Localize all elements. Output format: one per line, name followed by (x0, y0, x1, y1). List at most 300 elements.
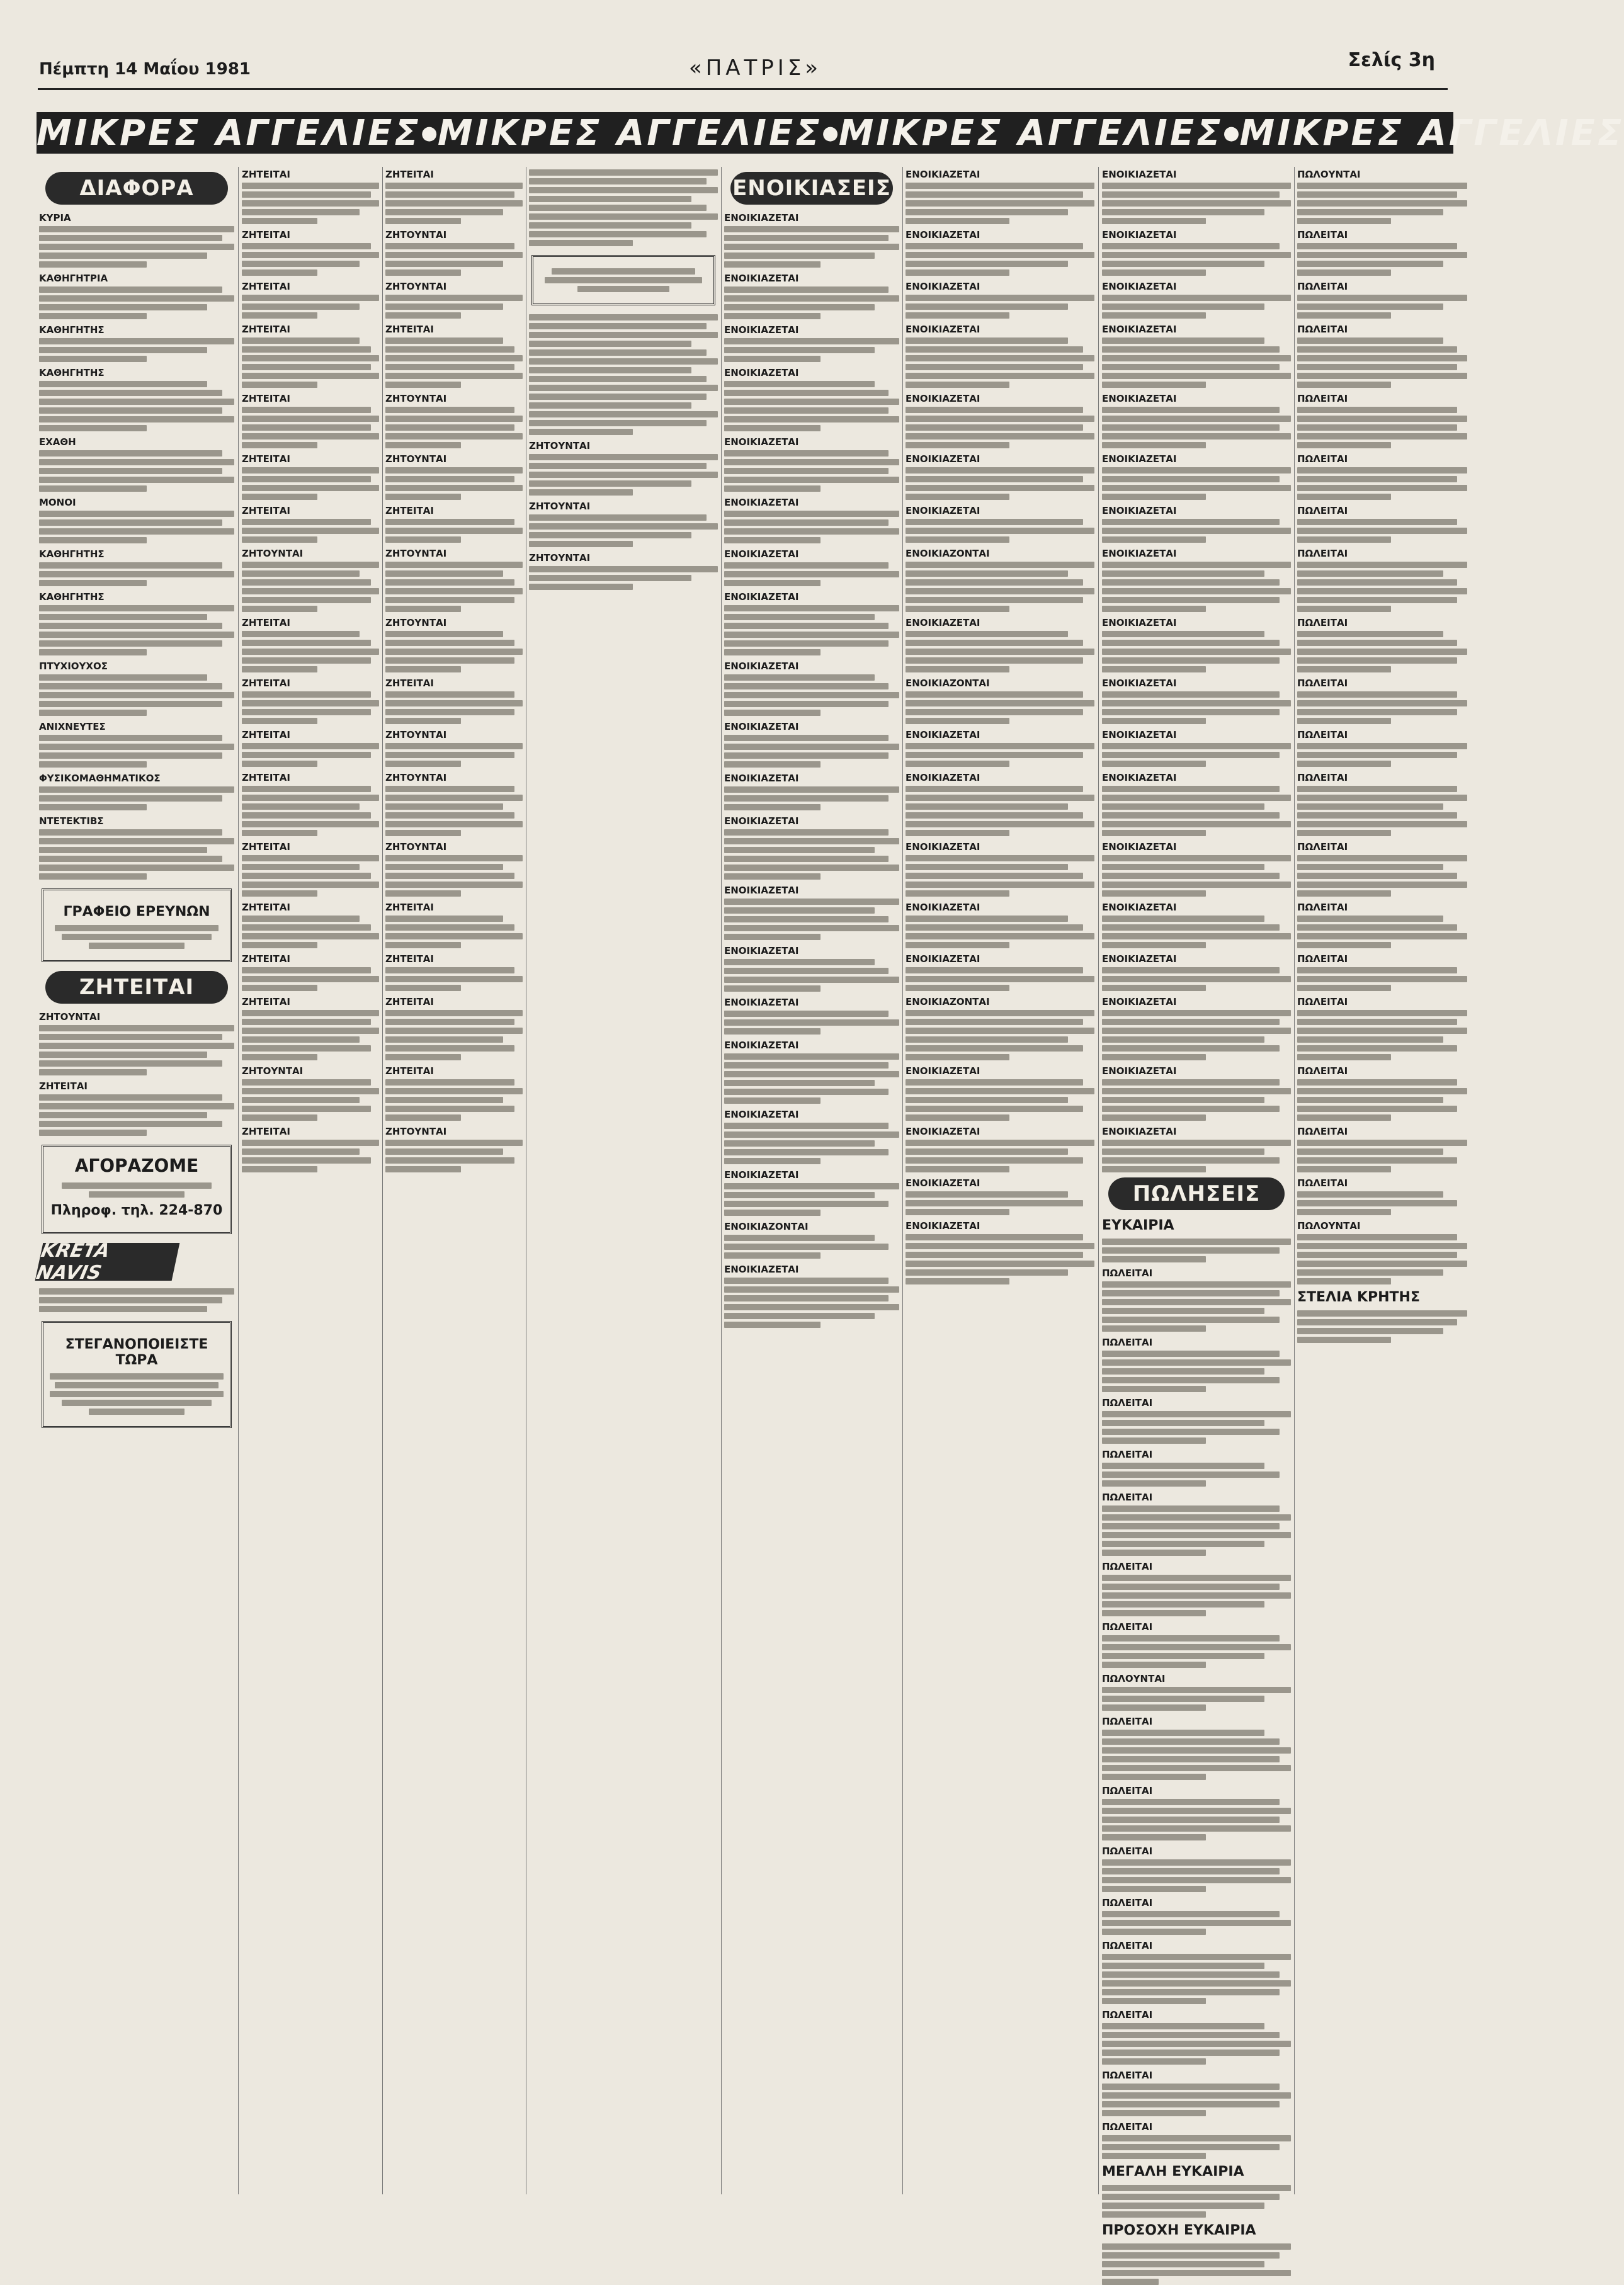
text-line-placeholder (242, 269, 317, 276)
text-line-placeholder (1102, 976, 1291, 982)
text-line-placeholder (529, 472, 718, 478)
classified-ad (242, 548, 379, 612)
text-line-placeholder (242, 407, 371, 413)
text-line-placeholder (1297, 218, 1391, 224)
ad-keyword: ΕΝΟΙΚΙΑΖΕΤΑΙ (724, 773, 799, 784)
text-line-placeholder (242, 743, 379, 749)
text-line-placeholder (242, 442, 317, 448)
text-line-placeholder (1297, 761, 1391, 767)
text-line-placeholder (1297, 1079, 1457, 1086)
text-line-placeholder (724, 856, 889, 862)
text-line-placeholder (39, 313, 147, 319)
classified-ad (529, 440, 718, 496)
text-line-placeholder (1297, 691, 1457, 698)
text-line-placeholder (906, 1261, 1094, 1267)
text-line-placeholder (1102, 1998, 1206, 2004)
text-line-placeholder (906, 1114, 1009, 1121)
text-line-placeholder (724, 692, 899, 698)
text-line-placeholder (1102, 1730, 1264, 1736)
text-line-placeholder (1102, 1114, 1206, 1121)
text-line-placeholder (39, 804, 147, 810)
text-line-placeholder (242, 967, 371, 973)
text-line-placeholder (906, 691, 1083, 698)
text-line-placeholder (385, 855, 523, 861)
text-line-placeholder (1297, 821, 1467, 827)
classified-ad (724, 436, 899, 492)
ad-keyword: ΕΝΟΙΚΙΑΖΕΤΑΙ (906, 229, 980, 241)
classified-ad (39, 591, 234, 655)
text-line-placeholder (906, 666, 1009, 672)
classified-ad (1297, 841, 1467, 897)
text-line-placeholder (1102, 631, 1264, 637)
text-line-placeholder (39, 407, 222, 414)
text-line-placeholder (906, 1045, 1083, 1052)
ad-keyword: ΠΩΛΕΙΤΑΙ (1297, 393, 1348, 404)
text-line-placeholder (724, 1322, 821, 1328)
text-line-placeholder (1297, 1036, 1443, 1043)
text-line-placeholder (1102, 718, 1206, 724)
text-line-placeholder (724, 356, 821, 362)
classified-ad (1102, 1267, 1291, 1332)
text-line-placeholder (385, 337, 503, 344)
column-wanted-3 (529, 167, 718, 2194)
classified-ad (906, 548, 1094, 612)
ad-keyword: ΕΝΟΙΚΙΑΖΕΤΑΙ (724, 591, 799, 603)
text-line-placeholder (1297, 528, 1467, 534)
text-line-placeholder (1102, 864, 1264, 870)
text-line-placeholder (1102, 985, 1206, 991)
text-line-placeholder (529, 532, 691, 538)
text-line-placeholder (1102, 485, 1291, 491)
text-line-placeholder (1297, 485, 1467, 491)
text-line-placeholder (1102, 355, 1291, 361)
text-line-placeholder (385, 476, 514, 482)
classified-ad (385, 505, 523, 543)
text-line-placeholder (724, 390, 889, 396)
ad-keyword: ΖΗΤΟΥΝΤΑΙ (529, 501, 591, 512)
text-line-placeholder (242, 562, 379, 568)
ad-keyword: ΖΗΤΟΥΝΤΑΙ (385, 729, 447, 740)
text-line-placeholder (385, 873, 514, 879)
text-line-placeholder (906, 873, 1083, 879)
text-line-placeholder (1297, 597, 1457, 603)
text-line-placeholder (385, 183, 523, 189)
text-line-placeholder (1102, 1886, 1206, 1892)
text-line-placeholder (906, 424, 1083, 431)
classified-ad (242, 902, 379, 948)
classified-ad (1102, 505, 1291, 543)
text-line-placeholder (1297, 442, 1391, 448)
page-header (0, 0, 1511, 94)
text-line-placeholder (385, 295, 523, 301)
text-line-placeholder (1297, 1097, 1443, 1103)
text-line-placeholder (39, 571, 234, 577)
text-line-placeholder (385, 1054, 461, 1060)
text-line-placeholder (1297, 536, 1391, 543)
text-line-placeholder (242, 890, 317, 897)
ad-keyword: ΕΝΟΙΚΙΑΖΕΤΑΙ (906, 1220, 980, 1232)
classified-ad (1102, 953, 1291, 991)
text-line-placeholder (242, 191, 371, 198)
text-line-placeholder (906, 890, 1009, 897)
ad-keyword: ΕΝΟΙΚΙΑΖΕΤΑΙ (1102, 548, 1177, 559)
ad-keyword: ΕΝΟΙΚΙΑΖΕΤΑΙ (724, 661, 799, 672)
classified-ad (529, 501, 718, 547)
text-line-placeholder (385, 709, 514, 715)
text-line-placeholder (1102, 1963, 1264, 1969)
text-line-placeholder (1297, 337, 1443, 344)
text-line-placeholder (1102, 1644, 1291, 1650)
ad-list (1102, 169, 1291, 1172)
classified-ad (906, 729, 1094, 767)
text-line-placeholder (906, 1140, 1094, 1146)
ad-keyword: ΕΝΟΙΚΙΑΖΕΤΑΙ (724, 367, 799, 378)
text-line-placeholder (724, 683, 889, 689)
ad-keyword: ΖΗΤΕΙΤΑΙ (385, 996, 434, 1007)
text-line-placeholder (1102, 649, 1291, 655)
big-bargain-heading: ΜΕΓΑΛΗ ΕΥΚΑΙΡΙΑ (1102, 2164, 1244, 2180)
classified-ad (1297, 548, 1467, 612)
classified-ad (1102, 1337, 1291, 1392)
text-line-placeholder (1297, 976, 1467, 982)
classified-ad (1102, 2070, 1291, 2116)
text-line-placeholder (724, 1123, 889, 1129)
text-line-placeholder (39, 338, 234, 344)
text-line-placeholder (39, 261, 147, 268)
classified-ad (906, 841, 1094, 897)
text-line-placeholder (724, 261, 821, 268)
banner-title: ΜΙΚΡΕΣ ΑΓΓΕΛΙΕΣ (437, 112, 822, 154)
text-line-placeholder (906, 1278, 1009, 1284)
classified-ad (1297, 953, 1467, 991)
classified-ad (1102, 229, 1291, 276)
text-line-placeholder (385, 916, 503, 922)
ad-list (906, 169, 1094, 1284)
text-line-placeholder (242, 382, 317, 388)
classified-ad (1297, 229, 1467, 276)
text-line-placeholder (529, 454, 718, 460)
text-line-placeholder (1102, 1635, 1280, 1641)
text-line-placeholder (1297, 355, 1467, 361)
text-line-placeholder (385, 346, 514, 353)
text-line-placeholder (906, 1028, 1094, 1034)
text-line-placeholder (1102, 761, 1206, 767)
classified-ad (39, 773, 234, 810)
text-line-placeholder (906, 812, 1083, 819)
classified-ad (242, 1065, 379, 1121)
classified-ad (906, 453, 1094, 500)
classified-ad (242, 453, 379, 500)
classified-ad (724, 773, 899, 810)
classified-ad (724, 548, 899, 586)
ad-keyword: ΚΑΘΗΓΗΤΗΣ (39, 324, 105, 336)
text-line-placeholder (242, 528, 379, 534)
buying-box (42, 1145, 232, 1234)
text-line-placeholder (724, 1149, 889, 1155)
classified-ad (1102, 393, 1291, 448)
text-line-placeholder (242, 1114, 317, 1121)
ad-keyword: ΖΗΤΕΙΤΑΙ (385, 324, 434, 335)
text-line-placeholder (906, 597, 1083, 603)
text-line-placeholder (39, 1043, 234, 1049)
text-line-placeholder (242, 1097, 360, 1103)
text-line-placeholder (1297, 1148, 1443, 1155)
text-line-placeholder (1297, 1252, 1457, 1258)
text-line-placeholder (242, 1166, 317, 1172)
text-line-placeholder (906, 467, 1094, 473)
ad-keyword: ΠΩΛΕΙΤΑΙ (1297, 548, 1348, 559)
text-line-placeholder (39, 304, 207, 310)
column-sales (1297, 167, 1467, 2194)
text-line-placeholder (39, 511, 234, 517)
text-line-placeholder (1102, 528, 1291, 534)
text-line-placeholder (1102, 709, 1280, 715)
classified-ad (906, 996, 1094, 1060)
text-line-placeholder (242, 183, 379, 189)
text-line-placeholder (1102, 252, 1291, 258)
text-line-placeholder (242, 761, 317, 767)
classified-ad (1297, 996, 1467, 1060)
text-line-placeholder (242, 416, 379, 422)
text-line-placeholder (906, 1148, 1068, 1155)
text-line-placeholder (1297, 588, 1467, 594)
text-line-placeholder (1102, 1157, 1280, 1164)
text-line-placeholder (906, 1019, 1083, 1025)
ad-keyword: ΖΗΤΟΥΝΤΑΙ (529, 552, 591, 564)
text-line-placeholder (39, 519, 222, 526)
text-line-placeholder (1102, 346, 1280, 353)
text-line-placeholder (39, 865, 234, 871)
ad-keyword: ΕΝΟΙΚΙΑΖΕΤΑΙ (906, 1065, 980, 1077)
classified-ad (1102, 1897, 1291, 1935)
text-line-placeholder (906, 355, 1094, 361)
classified-ad (1102, 841, 1291, 897)
text-line-placeholder (385, 890, 461, 897)
ad-keyword: ΠΩΛΕΙΤΑΙ (1297, 1177, 1348, 1189)
classified-ad (385, 324, 523, 388)
text-line-placeholder (242, 631, 360, 637)
ad-keyword: ΖΗΤΕΙΤΑΙ (242, 453, 290, 465)
text-line-placeholder (906, 312, 1009, 319)
text-line-placeholder (242, 709, 371, 715)
text-line-placeholder (1297, 933, 1467, 939)
classified-ad (906, 1220, 1094, 1284)
text-line-placeholder (1102, 1610, 1206, 1616)
ad-keyword: ΠΩΛΕΙΤΑΙ (1102, 1397, 1153, 1409)
text-line-placeholder (1102, 1954, 1291, 1960)
text-line-placeholder (385, 1157, 514, 1164)
ad-keyword: ΖΗΤΕΙΤΑΙ (242, 324, 290, 335)
text-line-placeholder (1102, 1738, 1280, 1745)
classified-ad (724, 945, 899, 992)
text-line-placeholder (1102, 2092, 1291, 2099)
classified-ad (1102, 996, 1291, 1060)
text-line-placeholder (724, 304, 875, 310)
text-line-placeholder (242, 346, 371, 353)
text-line-placeholder (39, 752, 222, 759)
text-line-placeholder (1297, 1269, 1443, 1276)
text-line-placeholder (906, 209, 1068, 215)
text-line-placeholder (529, 584, 633, 590)
text-line-placeholder (39, 829, 222, 836)
text-line-placeholder (724, 623, 889, 629)
ad-keyword: ΕΝΟΙΚΙΑΖΕΤΑΙ (906, 953, 980, 965)
text-line-placeholder (1102, 442, 1206, 448)
ad-keyword: ΕΝΟΙΚΙΑΖΕΤΑΙ (906, 324, 980, 335)
classified-ad (242, 729, 379, 767)
text-line-placeholder (1102, 519, 1280, 525)
classified-ad (906, 229, 1094, 276)
classified-ad (906, 505, 1094, 543)
text-line-placeholder (906, 346, 1083, 353)
text-line-placeholder (242, 597, 371, 603)
ad-keyword: ΕΝΟΙΚΙΑΖΕΤΑΙ (724, 885, 799, 896)
text-line-placeholder (906, 976, 1094, 982)
ad-keyword: ΠΩΛΟΥΝΤΑΙ (1102, 1673, 1166, 1684)
text-line-placeholder (39, 226, 234, 232)
text-line-placeholder (1297, 752, 1457, 758)
text-line-placeholder (385, 967, 514, 973)
classified-ad (385, 1126, 523, 1172)
text-line-placeholder (242, 337, 360, 344)
classified-ad (1297, 729, 1467, 767)
ad-keyword: ΕΝΟΙΚΙΑΖΕΤΑΙ (1102, 996, 1177, 1007)
text-line-placeholder (385, 373, 523, 379)
text-line-placeholder (39, 381, 207, 387)
text-line-placeholder (724, 674, 875, 681)
text-line-placeholder (724, 537, 821, 543)
text-line-placeholder (724, 407, 889, 414)
text-line-placeholder (385, 424, 514, 431)
text-line-placeholder (1102, 967, 1280, 973)
text-line-placeholder (39, 416, 234, 422)
text-line-placeholder (39, 1069, 147, 1075)
text-line-placeholder (906, 476, 1083, 482)
classified-ad (242, 678, 379, 724)
text-line-placeholder (242, 243, 371, 249)
ad-keyword: ΠΩΛΕΙΤΑΙ (1102, 1940, 1153, 1951)
masthead: «ΠΑΤΡΙΣ» (688, 55, 822, 81)
text-line-placeholder (385, 519, 514, 525)
text-line-placeholder (242, 649, 379, 655)
text-line-placeholder (1297, 882, 1467, 888)
ad-keyword: ΕΝΟΙΚΙΑΖΕΤΑΙ (1102, 1126, 1177, 1137)
text-line-placeholder (39, 605, 234, 611)
ad-keyword: ΕΝΟΙΚΙΑΖΕΤΑΙ (724, 212, 799, 224)
classified-ad (385, 772, 523, 836)
classified-ad (529, 552, 718, 590)
text-line-placeholder (1297, 1278, 1391, 1284)
ad-keyword: ΕΝΟΙΚΙΑΖΕΤΑΙ (906, 772, 980, 783)
ad-keyword: ΕΝΟΙΚΙΑΖΕΤΑΙ (724, 497, 799, 508)
text-line-placeholder (1102, 1584, 1280, 1590)
classified-ad (1102, 1065, 1291, 1121)
text-line-placeholder (1102, 570, 1264, 577)
bullet-icon: ● (1223, 122, 1240, 144)
text-line-placeholder (385, 382, 461, 388)
text-line-placeholder (242, 1157, 371, 1164)
classified-ad (1297, 1220, 1467, 1284)
text-line-placeholder (906, 743, 1094, 749)
ad-keyword: ΜΟΝΟΙ (39, 497, 76, 508)
text-line-placeholder (724, 1089, 889, 1095)
ad-keyword: ΖΗΤΟΥΝΤΑΙ (39, 1011, 101, 1023)
text-line-placeholder (385, 1036, 503, 1043)
classified-ad (906, 902, 1094, 948)
text-line-placeholder (39, 1052, 207, 1058)
text-line-placeholder (242, 821, 379, 827)
text-line-placeholder (1102, 433, 1291, 439)
classified-ad (906, 393, 1094, 448)
text-line-placeholder (1102, 2153, 1206, 2159)
text-line-placeholder (724, 244, 899, 250)
text-line-placeholder (906, 700, 1094, 706)
text-line-placeholder (39, 562, 222, 569)
ad-keyword: ΝΤΕΤΕΚΤΙΒΣ (39, 815, 104, 827)
text-line-placeholder (724, 614, 875, 620)
column-divider (721, 167, 722, 2194)
text-line-placeholder (724, 1019, 899, 1026)
text-line-placeholder (1102, 1532, 1291, 1538)
text-line-placeholder (1102, 1281, 1291, 1288)
text-line-placeholder (1102, 691, 1280, 698)
classified-ad (1297, 678, 1467, 724)
text-line-placeholder (39, 1060, 222, 1067)
text-line-placeholder (906, 269, 1009, 276)
text-line-placeholder (39, 425, 147, 431)
ad-keyword: ΕΝΟΙΚΙΑΖΕΤΑΙ (724, 1169, 799, 1181)
text-line-placeholder (1297, 519, 1457, 525)
classified-ad (724, 273, 899, 319)
text-line-placeholder (724, 1252, 821, 1259)
classified-ad (385, 996, 523, 1060)
classified-ad (1102, 1397, 1291, 1444)
ad-keyword: ΠΩΛΕΙΤΑΙ (1102, 1897, 1153, 1908)
ad-keyword: ΕΝΟΙΚΙΑΖΕΤΑΙ (906, 505, 980, 516)
text-line-placeholder (1102, 795, 1291, 801)
text-line-placeholder (385, 467, 523, 473)
ad-keyword: ΖΗΤΕΙΤΑΙ (385, 678, 434, 689)
text-line-placeholder (242, 933, 379, 939)
ad-keyword: ΠΩΛΕΙΤΑΙ (1297, 953, 1348, 965)
text-line-placeholder (385, 812, 514, 819)
ad-keyword: ΚΥΡΙΑ (39, 212, 71, 224)
text-line-placeholder (906, 183, 1094, 189)
classified-ad (1297, 169, 1467, 224)
text-line-placeholder (39, 795, 222, 802)
text-line-placeholder (724, 640, 889, 647)
text-line-placeholder (906, 1209, 1009, 1215)
text-line-placeholder (385, 631, 503, 637)
text-line-placeholder (385, 218, 461, 224)
classified-ad (385, 617, 523, 672)
ad-keyword: ΕΝΟΙΚΙΑΖΟΝΤΑΙ (724, 1221, 809, 1232)
text-line-placeholder (39, 450, 222, 456)
text-line-placeholder (906, 1106, 1083, 1112)
text-line-placeholder (242, 312, 317, 319)
classified-ad (724, 497, 899, 543)
ad-keyword: ΖΗΤΟΥΝΤΑΙ (385, 1126, 447, 1137)
page-number: Σελίς 3η (1348, 49, 1435, 71)
text-line-placeholder (1102, 1097, 1264, 1103)
text-line-placeholder (1102, 1825, 1291, 1832)
classified-ad (1102, 548, 1291, 612)
text-line-placeholder (1297, 864, 1443, 870)
text-line-placeholder (724, 873, 821, 880)
text-line-placeholder (242, 786, 371, 792)
text-line-placeholder (1297, 407, 1457, 413)
text-line-placeholder (242, 209, 360, 215)
